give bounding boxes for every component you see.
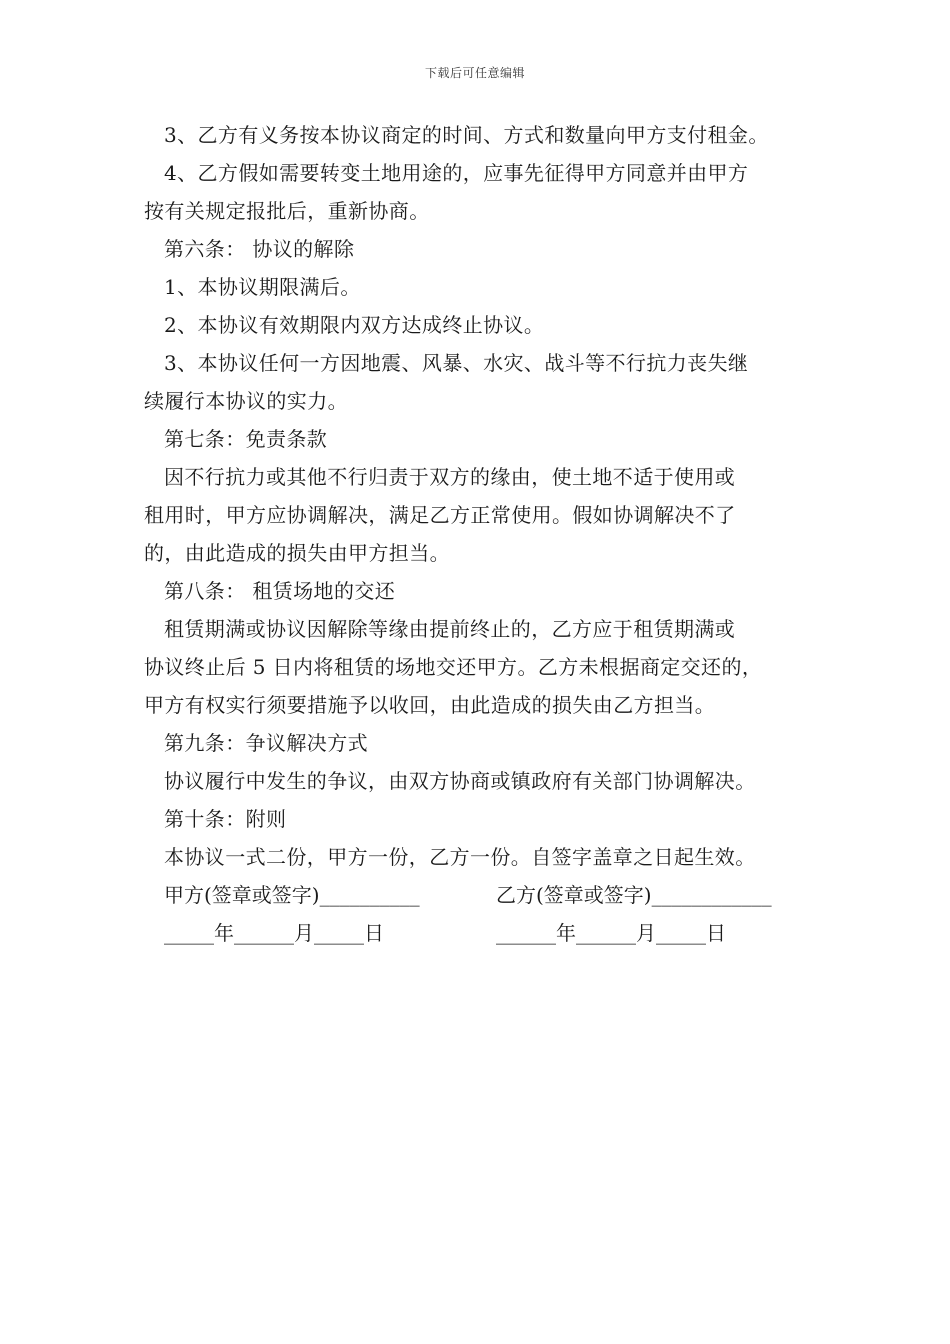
clause-line: 租用时，甲方应协调解决，满足乙方正常使用。假如协调解决不了 (144, 503, 736, 527)
article-heading: 第六条： 协议的解除 (164, 237, 355, 261)
party-a-signature-field: 甲方(签章或签字)__________ (164, 883, 420, 907)
clause-line: 2、本协议有效期限内双方达成终止协议。 (164, 313, 545, 337)
clause-line: 按有关规定报批后，重新协商。 (144, 199, 430, 223)
clause-line: 续履行本协议的实力。 (144, 389, 348, 413)
signature-row (144, 876, 820, 914)
document-body (144, 116, 820, 952)
article-heading: 第十条：附则 (164, 807, 287, 831)
clause-line: 3、乙方有义务按本协议商定的时间、方式和数量向甲方支付租金。 (164, 123, 769, 147)
article-heading: 第九条：争议解决方式 (164, 731, 368, 755)
clause-line: 1、本协议期限满后。 (164, 275, 361, 299)
clause-line: 协议履行中发生的争议，由双方协商或镇政府有关部门协调解决。 (164, 769, 756, 793)
clause-line: 的，由此造成的损失由甲方担当。 (144, 541, 450, 565)
clause-line: 本协议一式二份，甲方一份，乙方一份。自签字盖章之日起生效。 (164, 845, 756, 869)
party-a-date-field: _____年______月_____日 (164, 921, 384, 945)
article-heading: 第八条： 租赁场地的交还 (164, 579, 396, 603)
clause-line: 3、本协议任何一方因地震、风暴、水灾、战斗等不行抗力丧失继 (164, 351, 749, 375)
date-row (144, 914, 820, 952)
clause-line: 协议终止后 5 日内将租赁的场地交还甲方。乙方未根据商定交还的， (144, 655, 763, 679)
clause-line: 甲方有权实行须要措施予以收回，由此造成的损失由乙方担当。 (144, 693, 716, 717)
clause-line: 4、乙方假如需要转变土地用途的，应事先征得甲方同意并由甲方 (164, 161, 749, 185)
article-heading: 第七条：免责条款 (164, 427, 328, 451)
clause-line: 租赁期满或协议因解除等缘由提前终止的，乙方应于租赁期满或 (164, 617, 736, 641)
page-header-note: 下载后可任意编辑 (424, 66, 525, 80)
party-b-signature-field: 乙方(签章或签字)____________ (496, 883, 772, 907)
party-b-date-field: ______年______月_____日 (496, 921, 726, 945)
clause-line: 因不行抗力或其他不行归责于双方的缘由，使土地不适于使用或 (164, 465, 736, 489)
